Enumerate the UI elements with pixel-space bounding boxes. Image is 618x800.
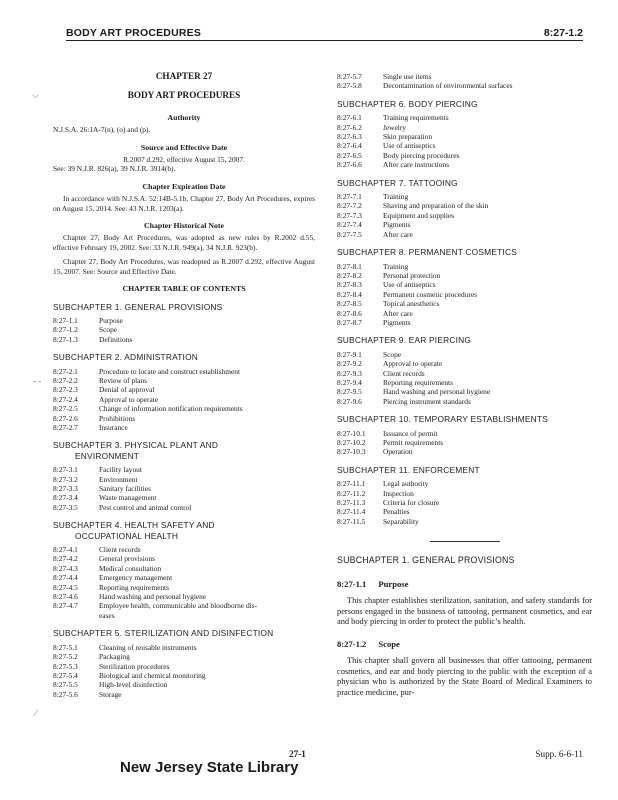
subchapter-title: SUBCHAPTER 11. ENFORCEMENT: [337, 464, 480, 475]
section-title: Sanitary facilities: [99, 484, 151, 493]
section-number: 8:27-2.3: [53, 385, 78, 395]
section-number: 8:27-4.2: [53, 554, 78, 564]
toc-entry: [53, 325, 315, 334]
history-paragraph: Chapter 27, Body Art Procedures, was readopted as R.2007 d.292, effective August 15, 2007. See: Source and Effective Date.: [53, 257, 315, 276]
section-number: 8:27-3.2: [53, 474, 78, 484]
section-title: After care: [383, 229, 413, 239]
section-title: Permit requirements: [383, 438, 444, 447]
section-title: Emergency management: [99, 573, 173, 583]
section-number: 8:27-4.7: [53, 601, 78, 611]
body-subchapter-heading: SUBCHAPTER 1. GENERAL PROVISIONS: [337, 555, 515, 566]
toc-entry: [337, 262, 592, 271]
section-number: 8:27-9.1: [337, 349, 362, 359]
section-title: Packaging: [99, 652, 130, 662]
section-number: 8:27-7.5: [337, 229, 362, 239]
section-title: Training: [383, 192, 409, 202]
section-number: 8:27-1.1: [53, 315, 78, 325]
section-title: Jewelry: [383, 122, 406, 132]
section-separator: [430, 541, 500, 542]
section-title: Scope: [383, 349, 402, 359]
toc-entry: [337, 359, 592, 368]
page-number: 27-1: [289, 749, 306, 759]
section-number: 8:27-11.5: [337, 516, 366, 526]
section-title: Pigments: [383, 317, 411, 327]
history-paragraph: Chapter 27, Body Art Procedures, was adopted as new rules by R.2002 d.55, effective February 19, 2002. See: 33 N.J.R. 949(a), 34 N.J.R. 923(b).: [53, 233, 315, 252]
toc-subchapter: [337, 100, 592, 170]
toc-entry: [53, 564, 315, 573]
toc-entry: [337, 72, 592, 81]
section-title: Use of antiseptics: [383, 141, 436, 151]
section-title: Single use items: [383, 72, 432, 81]
toc-entry: [337, 299, 592, 308]
toc-entry: [337, 211, 592, 220]
toc-continued: [337, 72, 592, 91]
scope-text: This chapter shall govern all businesses that offer tattooing, permanent cosmetics, and ear and body piercing to the public with the exception of a physician who is authorized by the State Board of Medical Examiners to practice medicine, pur-: [337, 656, 592, 698]
toc-entry: [53, 662, 315, 671]
section-title: Purpose: [378, 578, 409, 589]
section-number: 8:27-9.6: [337, 396, 362, 406]
subchapter-title: SUBCHAPTER 6. BODY PIERCING: [337, 98, 478, 109]
section-number: 8:27-6.6: [337, 160, 362, 170]
subchapter-title: SUBCHAPTER 9. EAR PIERCING: [337, 335, 472, 346]
section-title: Waste management: [99, 493, 157, 503]
toc-subchapter: [53, 353, 315, 432]
section-title: Environment: [99, 474, 138, 484]
toc-entry: [337, 151, 592, 160]
section-number: 8:27-11.2: [337, 488, 366, 498]
section-title: High-level disinfection: [99, 680, 168, 690]
section-title: Employee health, communicable and bloodborne dis-: [99, 601, 258, 611]
subchapter-title: SUBCHAPTER 4. HEALTH SAFETY AND: [53, 520, 215, 531]
section-number: 8:27-1.3: [53, 334, 78, 344]
section-title: Reporting requirements: [99, 582, 169, 592]
running-header-section: 8:27-1.2: [543, 27, 583, 39]
toc-entry: [53, 671, 315, 680]
section-number: 8:27-11.3: [337, 498, 366, 508]
right-column: [337, 72, 592, 711]
toc-entry: [53, 367, 315, 376]
toc-entry: [337, 160, 592, 169]
section-number: 8:27-8.1: [337, 261, 362, 271]
toc-subchapter: [53, 441, 315, 512]
section-title: Hand washing and personal hygiene: [99, 592, 207, 602]
section-heading-purpose: [337, 580, 592, 589]
toc-entry: [337, 309, 592, 318]
section-title: Training: [383, 261, 409, 271]
section-number: 8:27-2.4: [53, 394, 78, 404]
toc-entry: [337, 290, 592, 299]
toc-entry: [53, 652, 315, 661]
section-title: Permanent cosmetic procedures: [383, 289, 477, 299]
section-title: After care instructions: [383, 160, 450, 170]
toc-entry: [53, 680, 315, 689]
toc-entry: [53, 414, 315, 423]
section-title: Sterilization procedures: [99, 661, 170, 671]
section-title: After care: [383, 308, 413, 318]
toc-entry: [53, 395, 315, 404]
section-number: 8:27-9.3: [337, 368, 362, 378]
section-number: 8:27-8.6: [337, 308, 362, 318]
section-title: Denial of approval: [99, 385, 155, 395]
section-number: 8:27-5.2: [53, 652, 78, 662]
toc-entry: [53, 545, 315, 554]
section-title: Topical anesthetics: [383, 299, 440, 309]
toc-entry: [337, 132, 592, 141]
section-title-continued: eases: [99, 610, 115, 620]
section-number: 8:27-6.1: [337, 113, 362, 123]
section-number: 8:27-4.4: [53, 573, 78, 583]
section-number: 8:27-6.4: [337, 141, 362, 151]
section-number: 8:27-8.2: [337, 270, 362, 280]
section-number: 8:27-2.5: [53, 404, 78, 414]
section-number: 8:27-7.4: [337, 220, 362, 230]
section-number: 8:27-9.4: [337, 377, 362, 387]
toc-entry: [53, 554, 315, 563]
toc-entry: [337, 378, 592, 387]
section-title: General provisions: [99, 554, 156, 564]
section-title: Inspection: [383, 488, 414, 498]
toc-subchapter: [337, 179, 592, 239]
toc-entry: [53, 404, 315, 413]
toc-entry: [337, 271, 592, 280]
toc-entry: [337, 479, 592, 488]
section-number: 8:27-8.5: [337, 299, 362, 309]
section-number: 8:27-10.1: [337, 428, 366, 438]
section-number: 8:27-8.3: [337, 280, 362, 290]
section-number: 8:27-5.7: [337, 72, 362, 81]
section-title: Facility layout: [99, 465, 142, 475]
section-title: Shaving and preparation of the skin: [383, 201, 489, 211]
toc-entry: [337, 387, 592, 396]
section-number: 8:27-7.3: [337, 210, 362, 220]
section-number: 8:27-2.6: [53, 413, 78, 423]
toc-entry: [337, 517, 592, 526]
toc-entry: [337, 447, 592, 456]
toc-entry: [337, 201, 592, 210]
toc-subchapter: [337, 248, 592, 327]
toc-left-list: [53, 303, 315, 700]
section-number: 8:27-10.3: [337, 447, 366, 457]
toc-entry: [53, 503, 315, 512]
section-title: Issuance of permit: [383, 428, 438, 438]
section-title: Prohibitions: [99, 413, 136, 423]
toc-entry: [337, 438, 592, 447]
section-title: Biological and chemical monitoring: [99, 670, 206, 680]
toc-entry: [337, 350, 592, 359]
toc-entry: [53, 316, 315, 325]
toc-entry: [53, 484, 315, 493]
expiration-heading: Chapter Expiration Date: [142, 181, 226, 191]
section-title: Change of information notification requirements: [99, 404, 243, 414]
toc-entry: [337, 429, 592, 438]
section-number: 8:27-10.2: [337, 438, 366, 447]
section-number: 8:27-1.2: [53, 325, 78, 335]
subchapter-title: SUBCHAPTER 5. STERILIZATION AND DISINFECTION: [53, 628, 274, 639]
section-number: 8:27-4.3: [53, 563, 78, 573]
chapter-title: BODY ART PROCEDURES: [127, 90, 241, 101]
section-number: 8:27-2.2: [53, 375, 78, 385]
toc-entry: [53, 423, 315, 432]
section-title: Procedure to locate and construct establishment: [99, 366, 240, 376]
section-title: Pest control and animal control: [99, 502, 192, 512]
section-title: Client records: [383, 368, 425, 378]
margin-mark: ⁄: [35, 708, 37, 718]
section-title: Legal authority: [383, 479, 429, 489]
section-number: 8:27-9.5: [337, 387, 362, 397]
section-number: 8:27-5.5: [53, 680, 78, 690]
toc-entry: [53, 475, 315, 484]
subchapter-title: SUBCHAPTER 10. TEMPORARY ESTABLISHMENTS: [337, 414, 549, 425]
section-title: Scope: [99, 325, 118, 335]
toc-entry: [337, 507, 592, 516]
subchapter-title: SUBCHAPTER 2. ADMINISTRATION: [53, 352, 199, 363]
toc-entry: [337, 369, 592, 378]
margin-mark: - -: [33, 376, 42, 386]
section-title: Hand washing and personal hygiene: [383, 387, 491, 397]
section-title: Definitions: [99, 334, 133, 344]
toc-entry: [337, 318, 592, 327]
section-title: Purpose: [99, 315, 123, 325]
section-number: 8:27-5.4: [53, 670, 78, 680]
section-number: 8:27-5.3: [53, 661, 78, 671]
toc-subchapter: [337, 415, 592, 457]
section-number: 8:27-3.5: [53, 502, 78, 512]
section-number: 8:27-7.2: [337, 201, 362, 211]
expiration-text: In accordance with N.J.S.A. 52:14B-5.1b, Chapter 27, Body Art Procedures, expires on August 15, 2014. See: 43 N.J.R. 1203(a).: [53, 194, 315, 213]
toc-entry: [337, 498, 592, 507]
section-number: 8:27-5.8: [337, 81, 362, 91]
toc-entry: [53, 690, 315, 699]
toc-entry: [337, 123, 592, 132]
section-number: 8:27-3.3: [53, 484, 78, 493]
authority-heading: Authority: [167, 112, 201, 122]
toc-entry: [53, 601, 315, 610]
section-number: 8:27-11.4: [337, 507, 366, 517]
section-title: Penalties: [383, 507, 410, 517]
section-title: Approval to operate: [383, 359, 443, 369]
toc-subchapter: [337, 466, 592, 526]
section-title: Training requirements: [383, 113, 449, 123]
section-number: 8:27-2.1: [53, 366, 78, 376]
toc-entry: [337, 113, 592, 122]
toc-entry: [337, 397, 592, 406]
toc-entry: [337, 230, 592, 239]
toc-right-list: [337, 100, 592, 526]
toc-subchapter: [53, 629, 315, 699]
section-title: Operation: [383, 447, 413, 457]
section-title: Insurance: [99, 422, 128, 432]
section-title: Criteria for closure: [383, 498, 440, 508]
toc-entry: [337, 220, 592, 229]
section-number: 8:27-6.5: [337, 150, 362, 160]
section-number: 8:27-4.5: [53, 582, 78, 592]
section-number: 8:27-1.2: [337, 638, 367, 649]
section-title: Decontamination of environmental surfaces: [383, 81, 513, 91]
section-number: 8:27-4.6: [53, 592, 78, 602]
section-title: Piercing instrument standards: [383, 396, 471, 406]
purpose-text: This chapter establishes sterilization, sanitation, and safety standards for persons engaged in the business of tattooing, permanent cosmetics, and ear and body piercing in order to protect the public’s health.: [337, 596, 592, 627]
toc-entry: [53, 376, 315, 385]
section-number: 8:27-8.4: [337, 289, 362, 299]
section-title: Approval to operate: [99, 394, 159, 404]
section-title: Personal protection: [383, 270, 441, 280]
running-header-title: BODY ART PROCEDURES: [66, 27, 202, 39]
toc-heading: CHAPTER TABLE OF CONTENTS: [122, 284, 246, 294]
section-heading-scope: [337, 640, 592, 649]
section-number: 8:27-5.1: [53, 642, 78, 652]
section-title: Skin preparation: [383, 132, 433, 142]
section-number: 8:27-1.1: [337, 578, 367, 589]
section-title: Review of plans: [99, 375, 148, 385]
toc-entry: [337, 489, 592, 498]
toc-entry: [337, 280, 592, 289]
section-title: Use of antiseptics: [383, 280, 436, 290]
toc-entry: [337, 141, 592, 150]
authority-text: N.J.S.A. 26:1A-7(n), (o) and (p).: [53, 125, 151, 135]
section-title: Medical consultation: [99, 563, 162, 573]
section-number: 8:27-6.3: [337, 132, 362, 142]
section-number: 8:27-3.4: [53, 493, 78, 503]
subchapter-title: SUBCHAPTER 7. TATTOOING: [337, 177, 458, 188]
subchapter-title-continued: OCCUPATIONAL HEALTH: [75, 530, 179, 541]
section-number: 8:27-7.1: [337, 192, 362, 202]
header-rule: [66, 40, 583, 41]
section-number: 8:27-5.6: [53, 689, 78, 699]
subchapter-title: SUBCHAPTER 3. PHYSICAL PLANT AND: [53, 440, 219, 451]
toc-entry: [53, 592, 315, 601]
history-heading: Chapter Historical Note: [144, 221, 224, 231]
section-title: Cleaning of reusable instruments: [99, 642, 197, 652]
toc-entry: [53, 583, 315, 592]
library-stamp: New Jersey State Library: [120, 759, 299, 776]
margin-mark: ⌵: [32, 90, 39, 100]
toc-entry: [53, 573, 315, 582]
subchapter-title-continued: ENVIRONMENT: [75, 450, 140, 461]
section-number: 8:27-11.1: [337, 479, 366, 489]
section-number: 8:27-8.7: [337, 317, 362, 327]
section-number: 8:27-9.2: [337, 359, 362, 369]
section-title: Reporting requirements: [383, 377, 453, 387]
source-line: R.2007 d.292, effective August 15, 2007.: [123, 155, 245, 165]
source-line: See: 39 N.J.R. 826(a), 39 N.J.R. 3914(b).: [53, 164, 176, 174]
section-title: Body piercing procedures: [383, 150, 460, 160]
section-title: Client records: [99, 545, 141, 555]
toc-entry: [337, 192, 592, 201]
section-title: Pigments: [383, 220, 411, 230]
toc-entry: [53, 335, 315, 344]
toc-entry: [53, 493, 315, 502]
section-number: 8:27-4.1: [53, 545, 78, 555]
subchapter-title: SUBCHAPTER 8. PERMANENT COSMETICS: [337, 247, 518, 258]
section-title: Separability: [383, 516, 419, 526]
toc-subchapter: [53, 521, 315, 620]
toc-entry: [53, 465, 315, 474]
supplement-date: Supp. 6-6-11: [535, 749, 583, 759]
toc-subchapter: [53, 303, 315, 345]
toc-entry: [53, 643, 315, 652]
subchapter-title: SUBCHAPTER 1. GENERAL PROVISIONS: [53, 301, 223, 312]
toc-entry: [337, 81, 592, 90]
source-heading: Source and Effective Date: [140, 142, 228, 152]
left-column: [53, 72, 315, 708]
section-title: Storage: [99, 689, 122, 699]
section-title: Scope: [378, 638, 400, 649]
chapter-number: CHAPTER 27: [155, 71, 213, 81]
section-number: 8:27-3.1: [53, 465, 78, 475]
section-title: Equipment and supplies: [383, 210, 455, 220]
section-number: 8:27-6.2: [337, 122, 362, 132]
toc-entry: [53, 385, 315, 394]
section-number: 8:27-2.7: [53, 422, 78, 432]
toc-subchapter: [337, 336, 592, 406]
